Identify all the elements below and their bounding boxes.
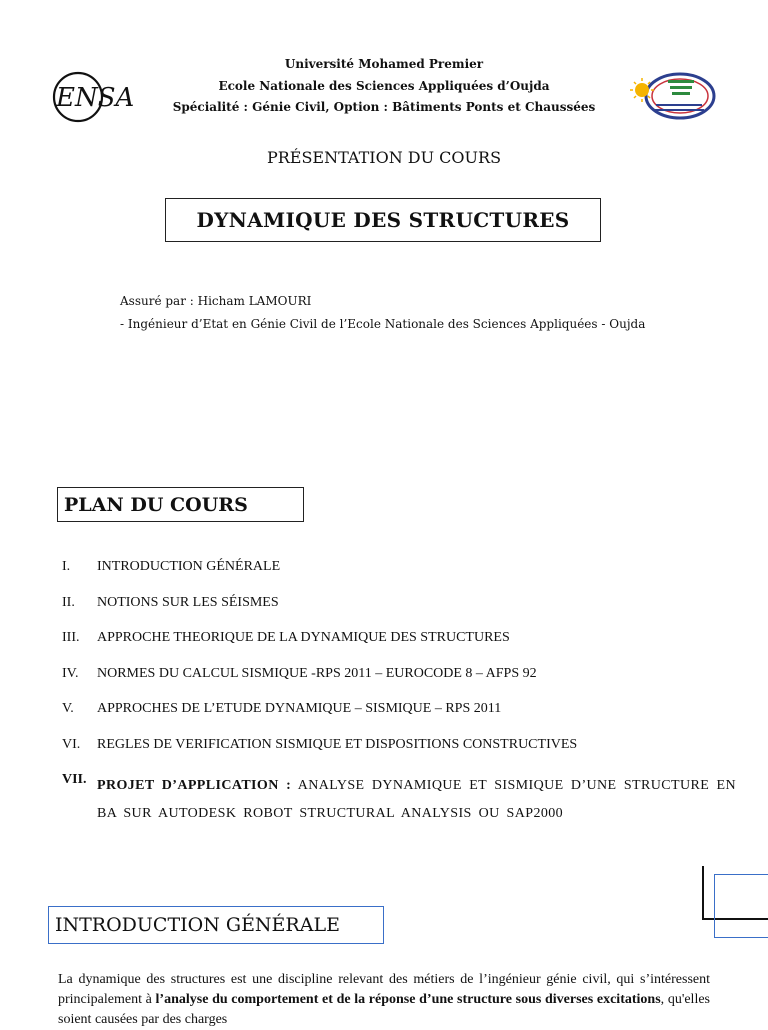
plan-heading: PLAN DU COURS: [57, 487, 304, 522]
plan-item-text: APPROCHE THEORIQUE DE LA DYNAMIQUE DES STRUCTURES: [97, 630, 510, 645]
plan-item-text: [97, 769, 736, 828]
intro-text-start: La dynamique des structures est une discipline relevant des métiers de l’ingénieur génie civil, qui s’intéressent principalement à: [58, 972, 710, 1007]
plan-item-number: VII.: [62, 772, 87, 787]
plan-item-text: APPROCHES DE L’ETUDE DYNAMIQUE – SISMIQUE – RPS 2011: [97, 701, 502, 716]
ensa-logo: [48, 68, 144, 126]
plan-item-project: [62, 769, 736, 828]
author-block: [120, 290, 645, 336]
plan-item: [62, 592, 736, 628]
intro-paragraph: [58, 970, 710, 1030]
plan-item: [62, 663, 736, 699]
plan-item-text: NOTIONS SUR LES SÉISMES: [97, 594, 279, 610]
specialty-line: Spécialité : Génie Civil, Option : Bâtiments Ponts et Chaussées: [172, 100, 596, 114]
sun-icon: [635, 83, 649, 97]
plan-item-number: V.: [62, 701, 74, 716]
corner-frame-box: [714, 874, 768, 938]
plan-item-text: REGLES DE VERIFICATION SISMIQUE ET DISPOSITIONS CONSTRUCTIVES: [97, 736, 578, 752]
plan-item-number: II.: [62, 594, 75, 610]
school-name: Ecole Nationale des Sciences Appliquées d’Oujda: [218, 78, 550, 93]
intro-text-end: , qu'elles soient causées par des charges: [58, 992, 710, 1027]
university-name: Université Mohamed Premier: [284, 57, 484, 71]
plan-item-number: VI.: [62, 736, 81, 752]
plan-item-text: INTRODUCTION GÉNÉRALE: [97, 559, 281, 574]
plan-item: [62, 698, 736, 734]
plan-item: [62, 734, 736, 770]
author-name: Assuré par : Hicham LAMOURI: [120, 294, 312, 308]
plan-item: [62, 556, 736, 592]
plan-item-description: ANALYSE DYNAMIQUE ET SISMIQUE D’UNE STRUCTURE EN BA SUR AUTODESK ROBOT STRUCTURAL ANALYSIS OU SAP2000: [97, 778, 736, 821]
plan-item-bold-label: PROJET D’APPLICATION :: [97, 778, 292, 793]
plan-item-number: IV.: [62, 665, 79, 681]
author-credentials: - Ingénieur d’Etat en Génie Civil de l’Ecole Nationale des Sciences Appliquées - Oujda: [120, 317, 646, 331]
plan-list: [62, 556, 736, 828]
intro-heading: INTRODUCTION GÉNÉRALE: [48, 906, 384, 944]
institution-header: [160, 54, 608, 119]
intro-text-bold: l’analyse du comportement et de la réponse d’une structure sous diverses excitations: [155, 992, 661, 1007]
presentation-label: PRÉSENTATION DU COURS: [266, 148, 502, 167]
course-title: DYNAMIQUE DES STRUCTURES: [165, 198, 601, 242]
plan-item: [62, 627, 736, 663]
plan-item-text: NORMES DU CALCUL SISMIQUE -RPS 2011 – EUROCODE 8 – AFPS 92: [97, 665, 537, 681]
university-logo: [626, 68, 718, 124]
ensa-logo-text: ENSA: [56, 83, 135, 113]
plan-item-number: I.: [62, 559, 71, 574]
plan-item-number: III.: [62, 630, 80, 645]
